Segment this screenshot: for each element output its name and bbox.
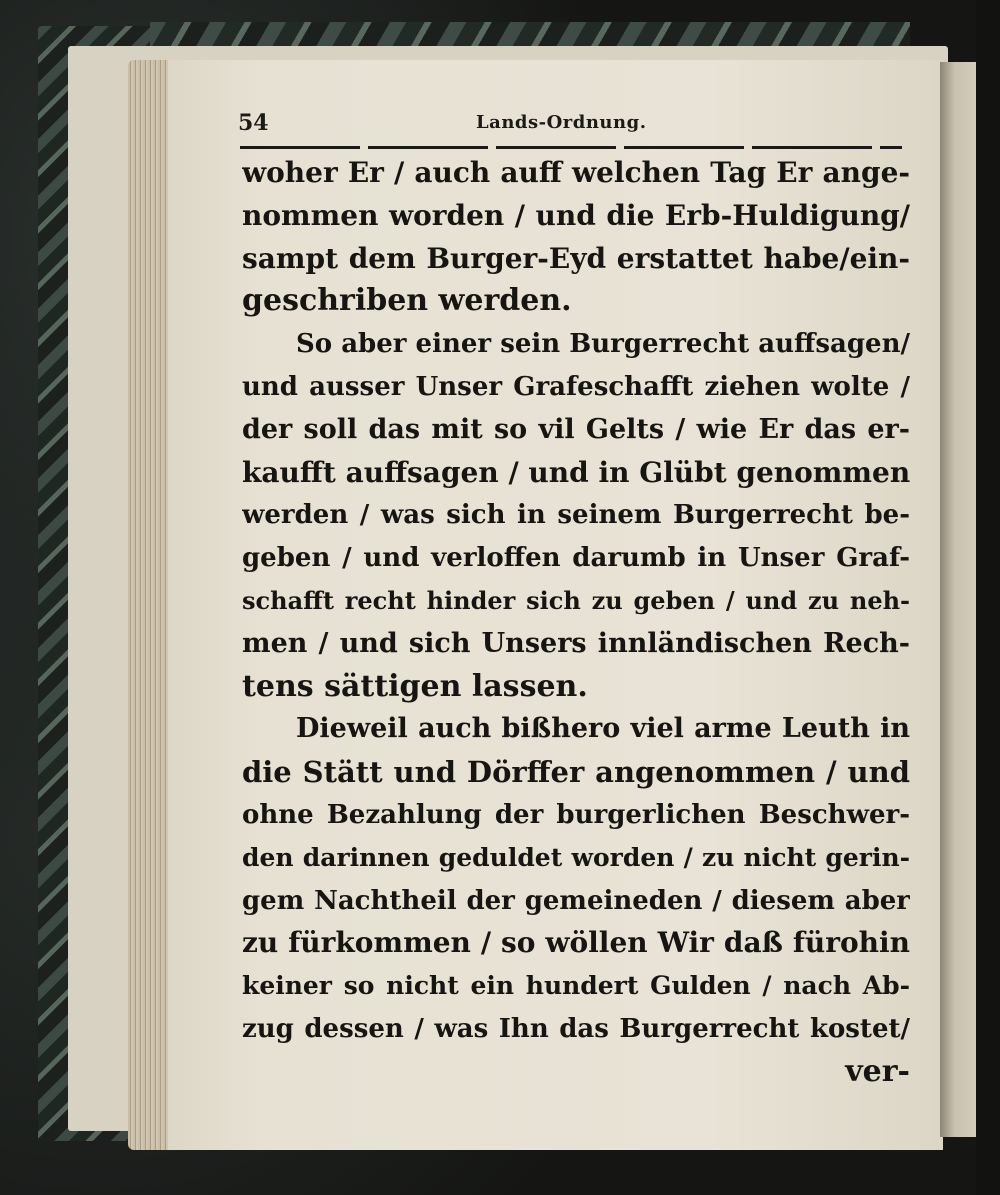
text-line: werden / was sich in seinem Burgerrecht be- — [242, 500, 910, 531]
text-line: geschriben werden. — [242, 283, 572, 319]
text-line: gem Nachtheil der gemeineden / diesem aber — [242, 885, 910, 916]
catchword: ver- — [845, 1053, 910, 1089]
header-rule — [240, 146, 902, 149]
text-line: der soll das mit so vil Gelts / wie Er das er- — [242, 413, 910, 445]
text-line: schafft recht hinder sich zu geben / und zu neh- — [242, 585, 910, 615]
text-line: geben / und verloffen darumb in Unser Graf- — [242, 543, 910, 574]
background-edge — [976, 0, 1000, 1195]
text-line: und ausser Unser Grafeschafft ziehen wolte / — [242, 371, 910, 402]
text-line: sampt dem Burger-Eyd erstattet habe/ein- — [242, 241, 910, 275]
page-body — [242, 152, 910, 1094]
text-line: ohne Bezahlung der burgerlichen Beschwer- — [242, 799, 910, 830]
text-line: So aber einer sein Burgerrecht auffsagen/ — [296, 329, 910, 360]
text-line: die Stätt und Dörffer angenommen / und — [242, 755, 910, 790]
text-line: tens sättigen lassen. — [242, 668, 588, 704]
running-head: Lands-Ordnung. — [476, 112, 647, 133]
text-line: men / und sich Unsers innländischen Rech- — [242, 627, 910, 659]
text-line: Dieweil auch bißhero viel arme Leuth in — [296, 713, 910, 745]
text-line: den darinnen geduldet worden / zu nicht gerin- — [242, 842, 910, 872]
text-line: kaufft auffsagen / und in Glübt genommen — [242, 455, 910, 489]
page-header — [238, 108, 903, 138]
gutter-shadow — [940, 62, 976, 1137]
page-number: 54 — [238, 110, 269, 136]
text-line: zug dessen / was Ihn das Burgerrecht kostet/ — [242, 1013, 910, 1044]
text-line: woher Er / auch auff welchen Tag Er ange- — [242, 156, 910, 189]
text-line: zu fürkommen / so wöllen Wir daß fürohin — [242, 926, 910, 960]
text-line: nommen worden / und die Erb-Huldigung/ — [242, 198, 910, 232]
text-line: keiner so nicht ein hundert Gulden / nach Ab- — [242, 971, 910, 1001]
